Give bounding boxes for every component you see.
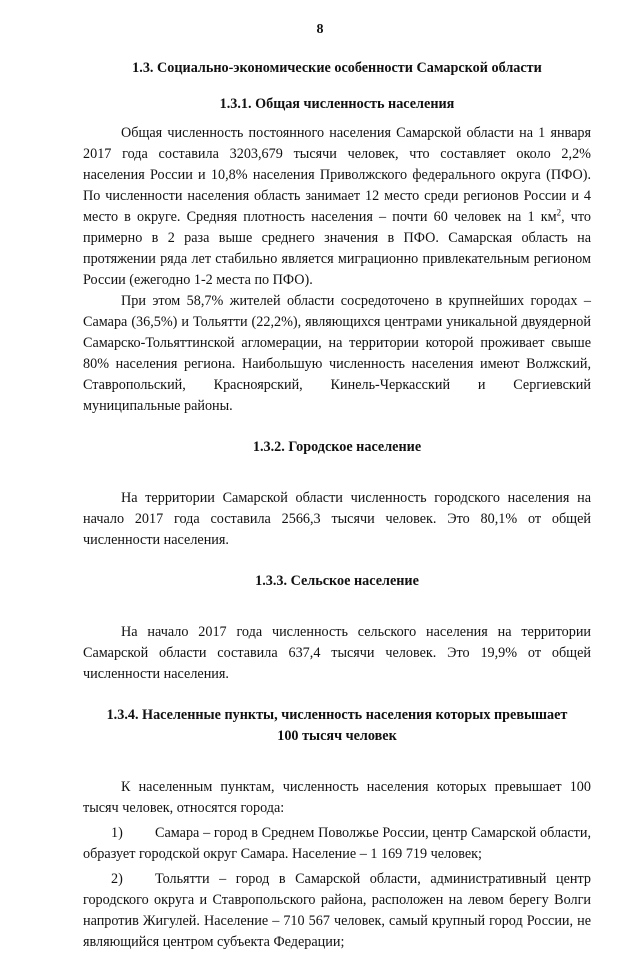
subsection-title-total-population: 1.3.1. Общая численность населения [219, 96, 455, 112]
paragraph-text: , что примерно в 2 раза выше среднего значения в ПФО. Самарская область на протяжении ряда лет стабильно является миграционно привлекательным регионом России (ежегодно 1-2 места по ПФО). [83, 209, 591, 288]
page-content [83, 58, 591, 953]
superscript-squared: 2 [556, 207, 562, 218]
subsection-title-line: 1.3.4. Населенные пункты, численность населения которых превышает [106, 707, 568, 723]
subsection-title-line: 100 тысяч человек [277, 728, 397, 744]
list-item-text: Тольятти – город в Самарской области, административный центр городского округа и Ставропольского района, расположен на левом берегу Волги напротив Жигулей. Население – 710 567 человек, самый крупный город России, не являющийся центром субъекта Федерации; [83, 871, 591, 950]
page-number: 8 [316, 22, 324, 37]
list-item [83, 823, 591, 865]
paragraph-urban-population: На территории Самарской области численность городского населения на начало 2017 года составила 2566,3 тысячи человек. Это 80,1% от общей численности населения. [83, 490, 591, 548]
subsection-title-large-settlements [83, 705, 591, 747]
list-number: 2) [111, 871, 123, 887]
list-item-text: Самара – город в Среднем Поволжье России, центр Самарской области, образует городской округ Самара. Население – 1 169 719 человек; [83, 825, 591, 862]
subsection-title-rural-population: 1.3.3. Сельское население [255, 573, 419, 589]
list-number: 1) [111, 825, 123, 841]
paragraph-rural-population: На начало 2017 года численность сельского населения на территории Самарской области составила 637,4 тысячи человек. Это 19,9% от общей численности населения. [83, 624, 591, 682]
paragraph-largest-cities: При этом 58,7% жителей области сосредоточено в крупнейших городах – Самара (36,5%) и Тольятти (22,2%), являющихся центрами уникальной двуядерной Самарско-Тольяттинской агломерации, на территории которой проживает свыше 80% населения региона. Наибольшую численность населения имеют Волжский, Ставропольский, Красноярский, Кинель-Черкасский и Сергиевский муниципальные районы. [83, 293, 591, 414]
paragraph-settlements-intro: К населенным пунктам, численность населения которых превышает 100 тысяч человек, относятся города: [83, 779, 591, 816]
subsection-title-urban-population: 1.3.2. Городское население [252, 439, 422, 455]
paragraph-text: Общая численность постоянного населения Самарской области на 1 января 2017 года составила 3203,679 тысячи человек, что составляет около 2,2% населения России и 10,8% населения Приволжского федерального округа (ПФО). По численности населения область занимает 12 место среди регионов России и 4 место в округе. Средняя плотность населения – почти 60 человек на 1 км [83, 125, 591, 225]
list-item [83, 869, 591, 953]
section-title: 1.3. Социально-экономические особенности Самарской области [132, 60, 542, 76]
paragraph-total-population [83, 123, 591, 291]
